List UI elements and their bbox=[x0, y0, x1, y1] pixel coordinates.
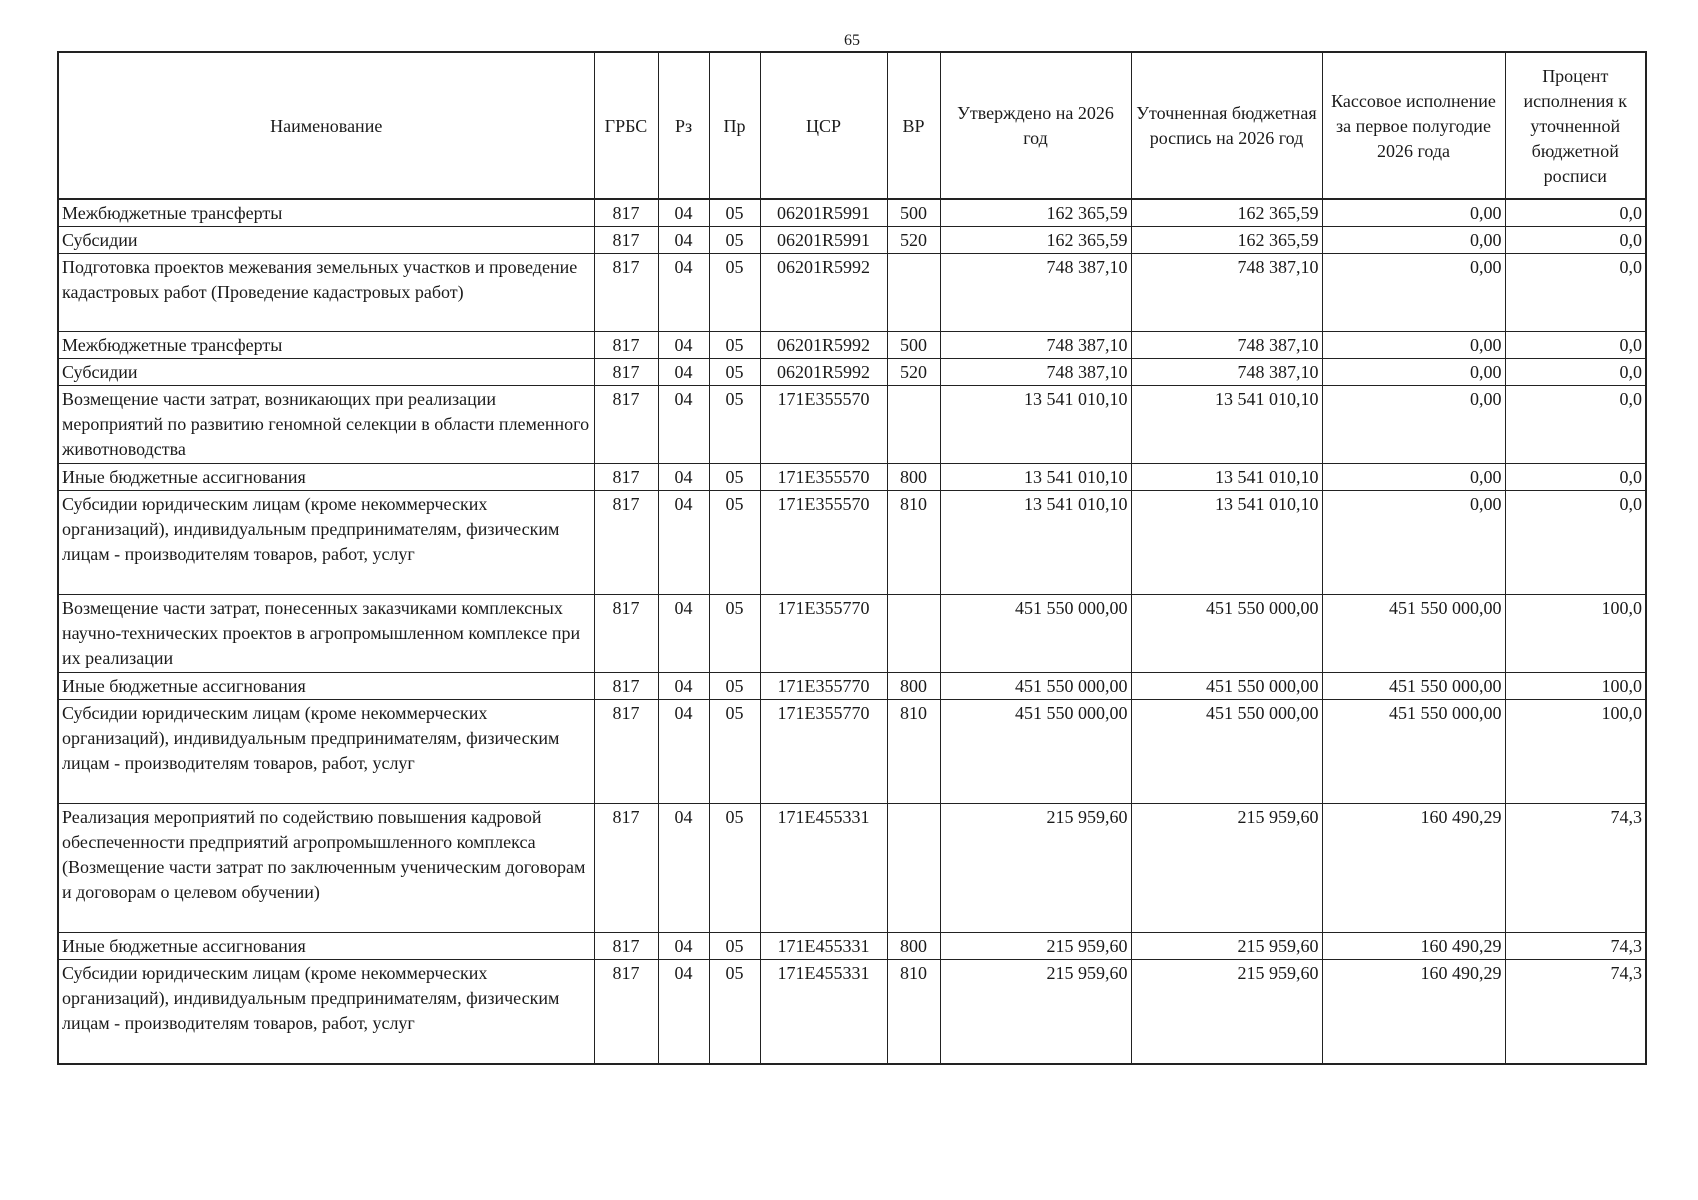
row-percent: 100,0 bbox=[1505, 700, 1646, 804]
row-vr: 800 bbox=[887, 673, 940, 700]
table-row bbox=[58, 804, 1646, 933]
row-rz: 04 bbox=[658, 673, 709, 700]
row-rz: 04 bbox=[658, 804, 709, 933]
row-vr bbox=[887, 386, 940, 464]
row-csr: 06201R5992 bbox=[760, 254, 887, 332]
header-refined: Уточненная бюджетная роспись на 2026 год bbox=[1131, 52, 1322, 199]
row-approved: 451 550 000,00 bbox=[940, 673, 1131, 700]
header-pr: Пр bbox=[709, 52, 760, 199]
row-csr: 06201R5991 bbox=[760, 227, 887, 254]
row-name: Межбюджетные трансферты bbox=[58, 332, 594, 359]
row-percent: 0,0 bbox=[1505, 332, 1646, 359]
row-vr bbox=[887, 804, 940, 933]
table-row bbox=[58, 491, 1646, 595]
row-percent: 100,0 bbox=[1505, 595, 1646, 673]
row-csr: 171E355770 bbox=[760, 673, 887, 700]
header-grbs: ГРБС bbox=[594, 52, 658, 199]
row-vr: 520 bbox=[887, 227, 940, 254]
row-percent: 0,0 bbox=[1505, 386, 1646, 464]
row-percent: 0,0 bbox=[1505, 199, 1646, 227]
row-percent: 0,0 bbox=[1505, 227, 1646, 254]
row-rz: 04 bbox=[658, 933, 709, 960]
row-grbs: 817 bbox=[594, 359, 658, 386]
row-approved: 451 550 000,00 bbox=[940, 700, 1131, 804]
row-refined: 215 959,60 bbox=[1131, 960, 1322, 1065]
row-approved: 13 541 010,10 bbox=[940, 464, 1131, 491]
row-pr: 05 bbox=[709, 595, 760, 673]
row-grbs: 817 bbox=[594, 700, 658, 804]
row-cash: 0,00 bbox=[1322, 464, 1505, 491]
row-percent: 74,3 bbox=[1505, 960, 1646, 1065]
row-csr: 171E355570 bbox=[760, 491, 887, 595]
row-approved: 13 541 010,10 bbox=[940, 386, 1131, 464]
row-name: Подготовка проектов межевания земельных участков и проведение кадастровых работ (Проведение кадастровых работ) bbox=[58, 254, 594, 332]
row-grbs: 817 bbox=[594, 673, 658, 700]
row-pr: 05 bbox=[709, 491, 760, 595]
row-grbs: 817 bbox=[594, 227, 658, 254]
row-pr: 05 bbox=[709, 359, 760, 386]
budget-table bbox=[57, 51, 1647, 1065]
header-vr: ВР bbox=[887, 52, 940, 199]
row-percent: 0,0 bbox=[1505, 359, 1646, 386]
table-row bbox=[58, 960, 1646, 1065]
row-name: Реализация мероприятий по содействию повышения кадровой обеспеченности предприятий агропромышленного комплекса (Возмещение части затрат по заключенным ученическим договорам и договорам о целевом обучении) bbox=[58, 804, 594, 933]
row-cash: 451 550 000,00 bbox=[1322, 595, 1505, 673]
table-header-row bbox=[58, 52, 1646, 199]
row-approved: 162 365,59 bbox=[940, 227, 1131, 254]
row-percent: 74,3 bbox=[1505, 933, 1646, 960]
header-rz: Рз bbox=[658, 52, 709, 199]
row-approved: 748 387,10 bbox=[940, 332, 1131, 359]
row-approved: 748 387,10 bbox=[940, 359, 1131, 386]
row-pr: 05 bbox=[709, 227, 760, 254]
row-grbs: 817 bbox=[594, 491, 658, 595]
row-pr: 05 bbox=[709, 700, 760, 804]
table-row bbox=[58, 254, 1646, 332]
row-cash: 0,00 bbox=[1322, 359, 1505, 386]
row-rz: 04 bbox=[658, 700, 709, 804]
row-pr: 05 bbox=[709, 804, 760, 933]
row-approved: 748 387,10 bbox=[940, 254, 1131, 332]
row-name: Возмещение части затрат, понесенных заказчиками комплексных научно-технических проектов в агропромышленном комплексе при их реализации bbox=[58, 595, 594, 673]
row-refined: 13 541 010,10 bbox=[1131, 386, 1322, 464]
row-approved: 13 541 010,10 bbox=[940, 491, 1131, 595]
row-name: Субсидии юридическим лицам (кроме некоммерческих организаций), индивидуальным предпринимателям, физическим лицам - производителям товаров, работ, услуг bbox=[58, 491, 594, 595]
table-row bbox=[58, 595, 1646, 673]
row-rz: 04 bbox=[658, 227, 709, 254]
row-refined: 748 387,10 bbox=[1131, 254, 1322, 332]
row-rz: 04 bbox=[658, 960, 709, 1065]
row-pr: 05 bbox=[709, 254, 760, 332]
row-vr: 810 bbox=[887, 700, 940, 804]
row-csr: 171E355570 bbox=[760, 386, 887, 464]
row-refined: 162 365,59 bbox=[1131, 227, 1322, 254]
row-approved: 162 365,59 bbox=[940, 199, 1131, 227]
row-refined: 13 541 010,10 bbox=[1131, 491, 1322, 595]
row-refined: 451 550 000,00 bbox=[1131, 700, 1322, 804]
row-refined: 215 959,60 bbox=[1131, 804, 1322, 933]
row-csr: 171E455331 bbox=[760, 804, 887, 933]
row-csr: 06201R5992 bbox=[760, 332, 887, 359]
row-csr: 171E355770 bbox=[760, 700, 887, 804]
row-percent: 0,0 bbox=[1505, 464, 1646, 491]
row-vr: 810 bbox=[887, 491, 940, 595]
row-csr: 06201R5991 bbox=[760, 199, 887, 227]
row-vr bbox=[887, 595, 940, 673]
row-grbs: 817 bbox=[594, 933, 658, 960]
row-csr: 06201R5992 bbox=[760, 359, 887, 386]
row-cash: 451 550 000,00 bbox=[1322, 700, 1505, 804]
row-pr: 05 bbox=[709, 199, 760, 227]
row-grbs: 817 bbox=[594, 595, 658, 673]
row-cash: 160 490,29 bbox=[1322, 960, 1505, 1065]
row-vr: 800 bbox=[887, 464, 940, 491]
row-name: Субсидии юридическим лицам (кроме некоммерческих организаций), индивидуальным предпринимателям, физическим лицам - производителям товаров, работ, услуг bbox=[58, 700, 594, 804]
row-name: Иные бюджетные ассигнования bbox=[58, 464, 594, 491]
row-pr: 05 bbox=[709, 673, 760, 700]
row-vr: 500 bbox=[887, 332, 940, 359]
row-cash: 0,00 bbox=[1322, 386, 1505, 464]
row-percent: 100,0 bbox=[1505, 673, 1646, 700]
row-pr: 05 bbox=[709, 464, 760, 491]
row-rz: 04 bbox=[658, 464, 709, 491]
table-row bbox=[58, 359, 1646, 386]
row-grbs: 817 bbox=[594, 254, 658, 332]
row-name: Иные бюджетные ассигнования bbox=[58, 673, 594, 700]
row-cash: 0,00 bbox=[1322, 491, 1505, 595]
row-grbs: 817 bbox=[594, 464, 658, 491]
row-name: Иные бюджетные ассигнования bbox=[58, 933, 594, 960]
table-row bbox=[58, 700, 1646, 804]
table-row bbox=[58, 199, 1646, 227]
row-refined: 451 550 000,00 bbox=[1131, 595, 1322, 673]
row-rz: 04 bbox=[658, 491, 709, 595]
row-refined: 748 387,10 bbox=[1131, 332, 1322, 359]
row-cash: 0,00 bbox=[1322, 227, 1505, 254]
row-rz: 04 bbox=[658, 595, 709, 673]
row-vr: 500 bbox=[887, 199, 940, 227]
row-vr: 800 bbox=[887, 933, 940, 960]
row-rz: 04 bbox=[658, 254, 709, 332]
row-approved: 451 550 000,00 bbox=[940, 595, 1131, 673]
row-pr: 05 bbox=[709, 386, 760, 464]
row-rz: 04 bbox=[658, 386, 709, 464]
row-percent: 74,3 bbox=[1505, 804, 1646, 933]
row-name: Субсидии юридическим лицам (кроме некоммерческих организаций), индивидуальным предпринимателям, физическим лицам - производителям товаров, работ, услуг bbox=[58, 960, 594, 1065]
row-name: Возмещение части затрат, возникающих при реализации мероприятий по развитию геномной селекции в области племенного животноводства bbox=[58, 386, 594, 464]
row-grbs: 817 bbox=[594, 804, 658, 933]
header-name: Наименование bbox=[58, 52, 594, 199]
row-name: Субсидии bbox=[58, 227, 594, 254]
row-name: Субсидии bbox=[58, 359, 594, 386]
table-row bbox=[58, 227, 1646, 254]
row-vr bbox=[887, 254, 940, 332]
row-vr: 810 bbox=[887, 960, 940, 1065]
row-refined: 162 365,59 bbox=[1131, 199, 1322, 227]
row-csr: 171E355770 bbox=[760, 595, 887, 673]
row-rz: 04 bbox=[658, 332, 709, 359]
row-cash: 160 490,29 bbox=[1322, 933, 1505, 960]
row-percent: 0,0 bbox=[1505, 491, 1646, 595]
row-approved: 215 959,60 bbox=[940, 960, 1131, 1065]
row-approved: 215 959,60 bbox=[940, 804, 1131, 933]
row-cash: 0,00 bbox=[1322, 254, 1505, 332]
row-grbs: 817 bbox=[594, 199, 658, 227]
row-rz: 04 bbox=[658, 359, 709, 386]
table-row bbox=[58, 933, 1646, 960]
row-refined: 215 959,60 bbox=[1131, 933, 1322, 960]
row-name: Межбюджетные трансферты bbox=[58, 199, 594, 227]
row-refined: 451 550 000,00 bbox=[1131, 673, 1322, 700]
row-refined: 748 387,10 bbox=[1131, 359, 1322, 386]
header-cash: Кассовое исполнение за первое полугодие 2026 года bbox=[1322, 52, 1505, 199]
row-percent: 0,0 bbox=[1505, 254, 1646, 332]
row-rz: 04 bbox=[658, 199, 709, 227]
row-vr: 520 bbox=[887, 359, 940, 386]
row-cash: 0,00 bbox=[1322, 199, 1505, 227]
row-grbs: 817 bbox=[594, 332, 658, 359]
row-refined: 13 541 010,10 bbox=[1131, 464, 1322, 491]
table-row bbox=[58, 673, 1646, 700]
header-approved: Утверждено на 2026 год bbox=[940, 52, 1131, 199]
row-csr: 171E355570 bbox=[760, 464, 887, 491]
row-grbs: 817 bbox=[594, 386, 658, 464]
row-cash: 0,00 bbox=[1322, 332, 1505, 359]
header-csr: ЦСР bbox=[760, 52, 887, 199]
row-pr: 05 bbox=[709, 960, 760, 1065]
row-csr: 171E455331 bbox=[760, 933, 887, 960]
header-percent: Процент исполнения к уточненной бюджетной росписи bbox=[1505, 52, 1646, 199]
row-pr: 05 bbox=[709, 332, 760, 359]
table-row bbox=[58, 332, 1646, 359]
row-cash: 451 550 000,00 bbox=[1322, 673, 1505, 700]
row-grbs: 817 bbox=[594, 960, 658, 1065]
table-row bbox=[58, 464, 1646, 491]
row-csr: 171E455331 bbox=[760, 960, 887, 1065]
table-row bbox=[58, 386, 1646, 464]
page-number: 65 bbox=[844, 32, 860, 49]
row-approved: 215 959,60 bbox=[940, 933, 1131, 960]
row-pr: 05 bbox=[709, 933, 760, 960]
row-cash: 160 490,29 bbox=[1322, 804, 1505, 933]
